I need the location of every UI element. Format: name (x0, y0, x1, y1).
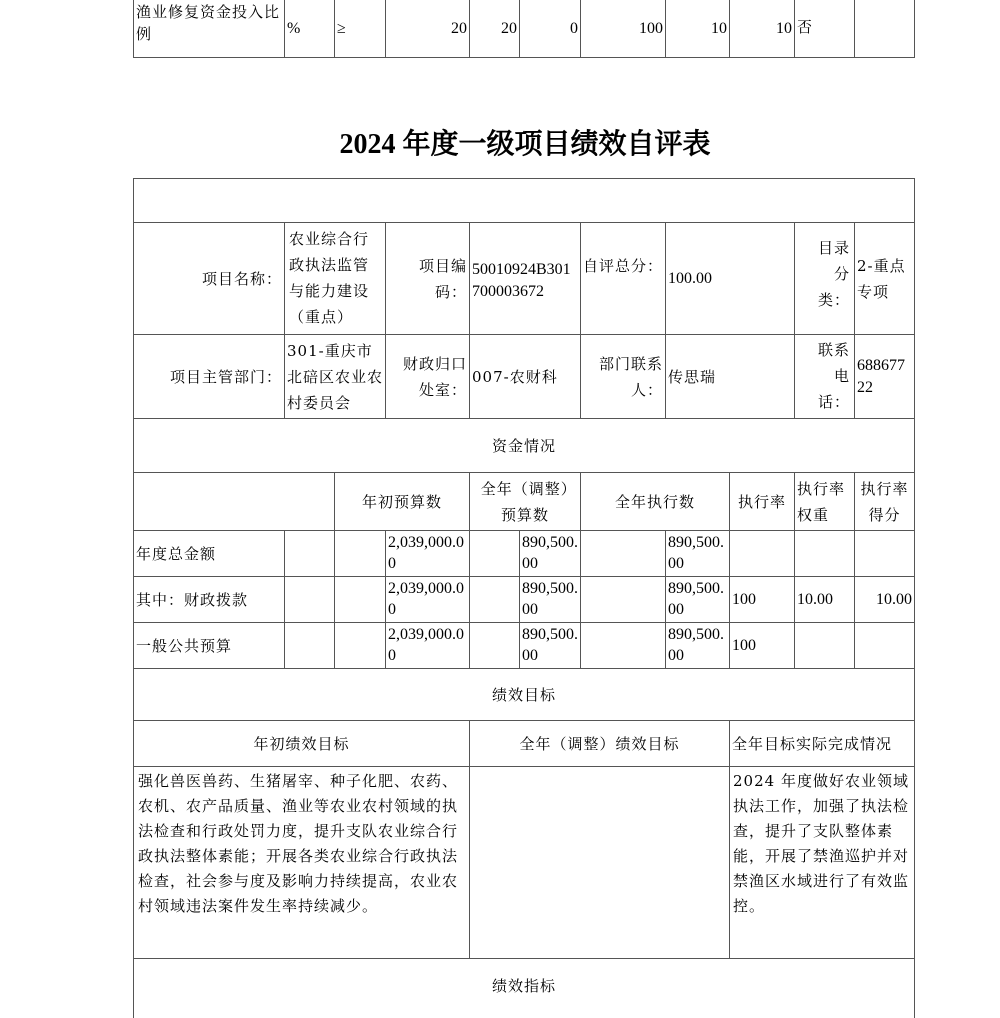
initial-budget-value: 2,039,000.00 (385, 576, 469, 622)
phone-label: 联系电话： (794, 334, 854, 418)
header-initial-budget: 年初预算数 (334, 472, 469, 530)
adjusted-budget-value: 890,500.00 (519, 576, 580, 622)
exec-rate-value (729, 530, 794, 576)
empty-cell (284, 576, 334, 622)
completion-rate-cell: 100 (580, 0, 665, 58)
project-name-value: 农业综合行政执法监管与能力建设（重点） (284, 222, 385, 334)
exec-score-value (854, 530, 915, 576)
adjusted-budget-value: 890,500.00 (519, 530, 580, 576)
exec-weight-value (794, 622, 854, 668)
empty-cell (580, 530, 665, 576)
project-code-value: 50010924B301700003672 (469, 222, 580, 334)
page-title: 2024 年度一级项目绩效自评表 (339, 129, 711, 160)
header-adjusted-budget: 全年（调整）预算数 (469, 472, 580, 530)
exec-rate-value: 100 (729, 576, 794, 622)
initial-goal-text: 强化兽医兽药、生猪屠宰、种子化肥、农药、农机、农产品质量、渔业等农业农村领域的执法检查和行政处罚力度，提升支队农业综合行政执法整体素能；开展各类农业综合行政执法检查，社会参与度及影响力持续提高，农业农村领域违法案件发生率持续减少。 (133, 766, 469, 958)
operator-cell: ≥ (334, 0, 385, 58)
indicator-name-cell: 渔业修复资金投入比例 (133, 0, 284, 58)
exec-weight-value (794, 530, 854, 576)
score-cell: 10 (729, 0, 794, 58)
empty-cell (580, 576, 665, 622)
row-label: 一般公共预算 (133, 622, 284, 668)
unit-cell: % (284, 0, 334, 58)
project-name-label: 项目名称： (133, 222, 284, 334)
indicators-section-title: 绩效指标 (133, 958, 915, 1018)
funds-section-title: 资金情况 (133, 418, 915, 472)
dept-label: 项目主管部门： (133, 334, 284, 418)
initial-budget-value: 2,039,000.00 (385, 622, 469, 668)
weight-cell: 10 (665, 0, 729, 58)
header-adjusted-goal: 全年（调整）绩效目标 (469, 720, 729, 766)
actual-completion-text: 2024 年度做好农业领域执法工作，加强了执法检查，提升了支队整体素能，开展了禁渔巡护并对禁渔区水域进行了有效监控。 (729, 766, 915, 958)
annual-target-cell: 20 (385, 0, 469, 58)
adjusted-budget-value: 890,500.00 (519, 622, 580, 668)
empty-cell (469, 530, 519, 576)
row-label: 年度总金额 (133, 530, 284, 576)
executed-value: 890,500.00 (665, 530, 729, 576)
funds-header-blank (133, 472, 334, 530)
header-exec-weight: 执行率权重 (794, 472, 854, 530)
initial-budget-value: 2,039,000.00 (385, 530, 469, 576)
blank-header-row (133, 178, 915, 222)
empty-cell (284, 622, 334, 668)
executed-value: 890,500.00 (665, 622, 729, 668)
empty-cell (334, 576, 385, 622)
adjusted-goal-text (469, 766, 729, 958)
self-score-label: 自评总分： (580, 222, 665, 334)
header-exec-score: 执行率得分 (854, 472, 915, 530)
header-initial-goal: 年初绩效目标 (133, 720, 469, 766)
empty-cell (580, 622, 665, 668)
finance-office-label: 财政归口处室： (385, 334, 469, 418)
executed-value: 890,500.00 (665, 576, 729, 622)
empty-cell (334, 622, 385, 668)
header-executed: 全年执行数 (580, 472, 729, 530)
note-cell (854, 0, 915, 58)
exec-score-value: 10.00 (854, 576, 915, 622)
header-actual-completion: 全年目标实际完成情况 (729, 720, 915, 766)
catalog-label: 目录分类： (794, 222, 854, 334)
dept-value: 301-重庆市北碚区农业农村委员会 (284, 334, 385, 418)
contact-value: 传思瑞 (665, 334, 794, 418)
finance-office-value: 007-农财科 (469, 334, 580, 418)
row-label: 其中：财政拨款 (133, 576, 284, 622)
goals-section-title: 绩效目标 (133, 668, 915, 720)
empty-cell (469, 576, 519, 622)
empty-cell (284, 530, 334, 576)
empty-cell (469, 622, 519, 668)
project-code-label: 项目编码： (385, 222, 469, 334)
actual-value-cell: 0 (519, 0, 580, 58)
header-exec-rate: 执行率 (729, 472, 794, 530)
exec-score-value (854, 622, 915, 668)
deviation-cell: 否 (794, 0, 854, 58)
catalog-value: 2-重点专项 (854, 222, 915, 334)
contact-label: 部门联系人： (580, 334, 665, 418)
adjusted-target-cell: 20 (469, 0, 519, 58)
empty-cell (334, 530, 385, 576)
exec-weight-value: 10.00 (794, 576, 854, 622)
phone-value: 68867722 (854, 334, 915, 418)
self-score-value: 100.00 (665, 222, 794, 334)
exec-rate-value: 100 (729, 622, 794, 668)
